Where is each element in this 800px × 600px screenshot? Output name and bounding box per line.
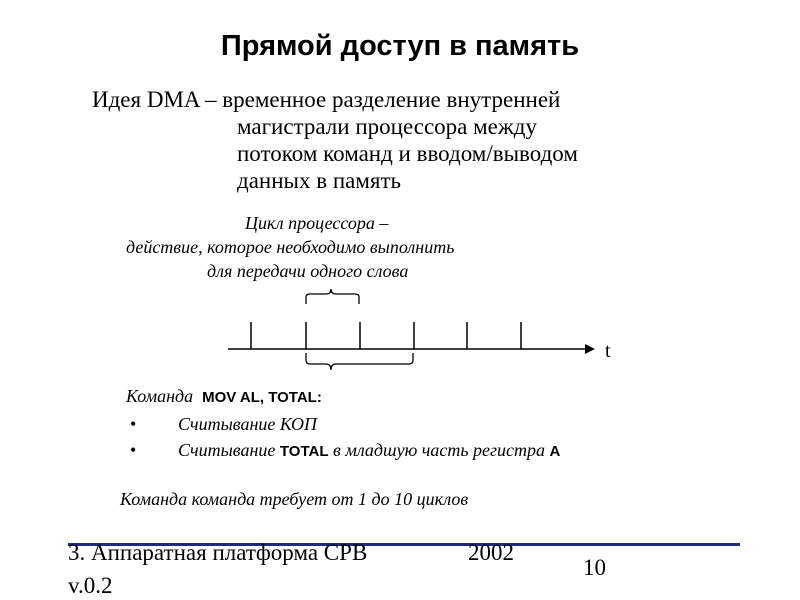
step-text: Считывание	[178, 440, 276, 460]
time-axis-label: t	[605, 340, 611, 362]
command-prefix: Команда	[126, 386, 194, 406]
step-text: в младшую часть регистра	[333, 440, 546, 460]
idea-line: потоком команд и вводом/выводом	[237, 141, 578, 166]
command-steps	[126, 411, 560, 465]
cycles-note: Команда команда требует от 1 до 10 циклов	[120, 489, 469, 509]
command-code: MOV AL, TOTAL:	[202, 389, 322, 406]
cycle-definition-line: действие, которое необходимо выполнить	[126, 237, 455, 257]
command-brace-bottom	[306, 353, 413, 370]
list-item	[126, 411, 560, 437]
list-item	[126, 437, 560, 465]
footer-course: 3. Аппаратная платформа СРВ	[68, 540, 368, 565]
step-code: A	[549, 443, 561, 460]
command-block	[126, 383, 560, 465]
slide-title: Прямой доступ в память	[220, 30, 580, 62]
command-heading	[126, 383, 560, 411]
footer-version: v.0.2	[68, 573, 113, 598]
cycle-brace-top	[306, 289, 359, 304]
time-axis-arrow	[585, 344, 595, 354]
step-text: Считывание КОП	[178, 414, 317, 434]
cycle-definition-line: Цикл процессора –	[245, 213, 389, 233]
idea-first-line: Идея DMA – временное разделение внутренней	[92, 87, 561, 112]
idea-line: магистрали процессора между	[237, 114, 537, 139]
cycle-definition-line: для передачи одного слова	[207, 261, 409, 281]
step-code: TOTAL	[279, 443, 329, 460]
idea-line: данных в память	[237, 168, 402, 193]
footer-year: 2002	[468, 540, 514, 565]
page-number: 10	[583, 555, 606, 580]
